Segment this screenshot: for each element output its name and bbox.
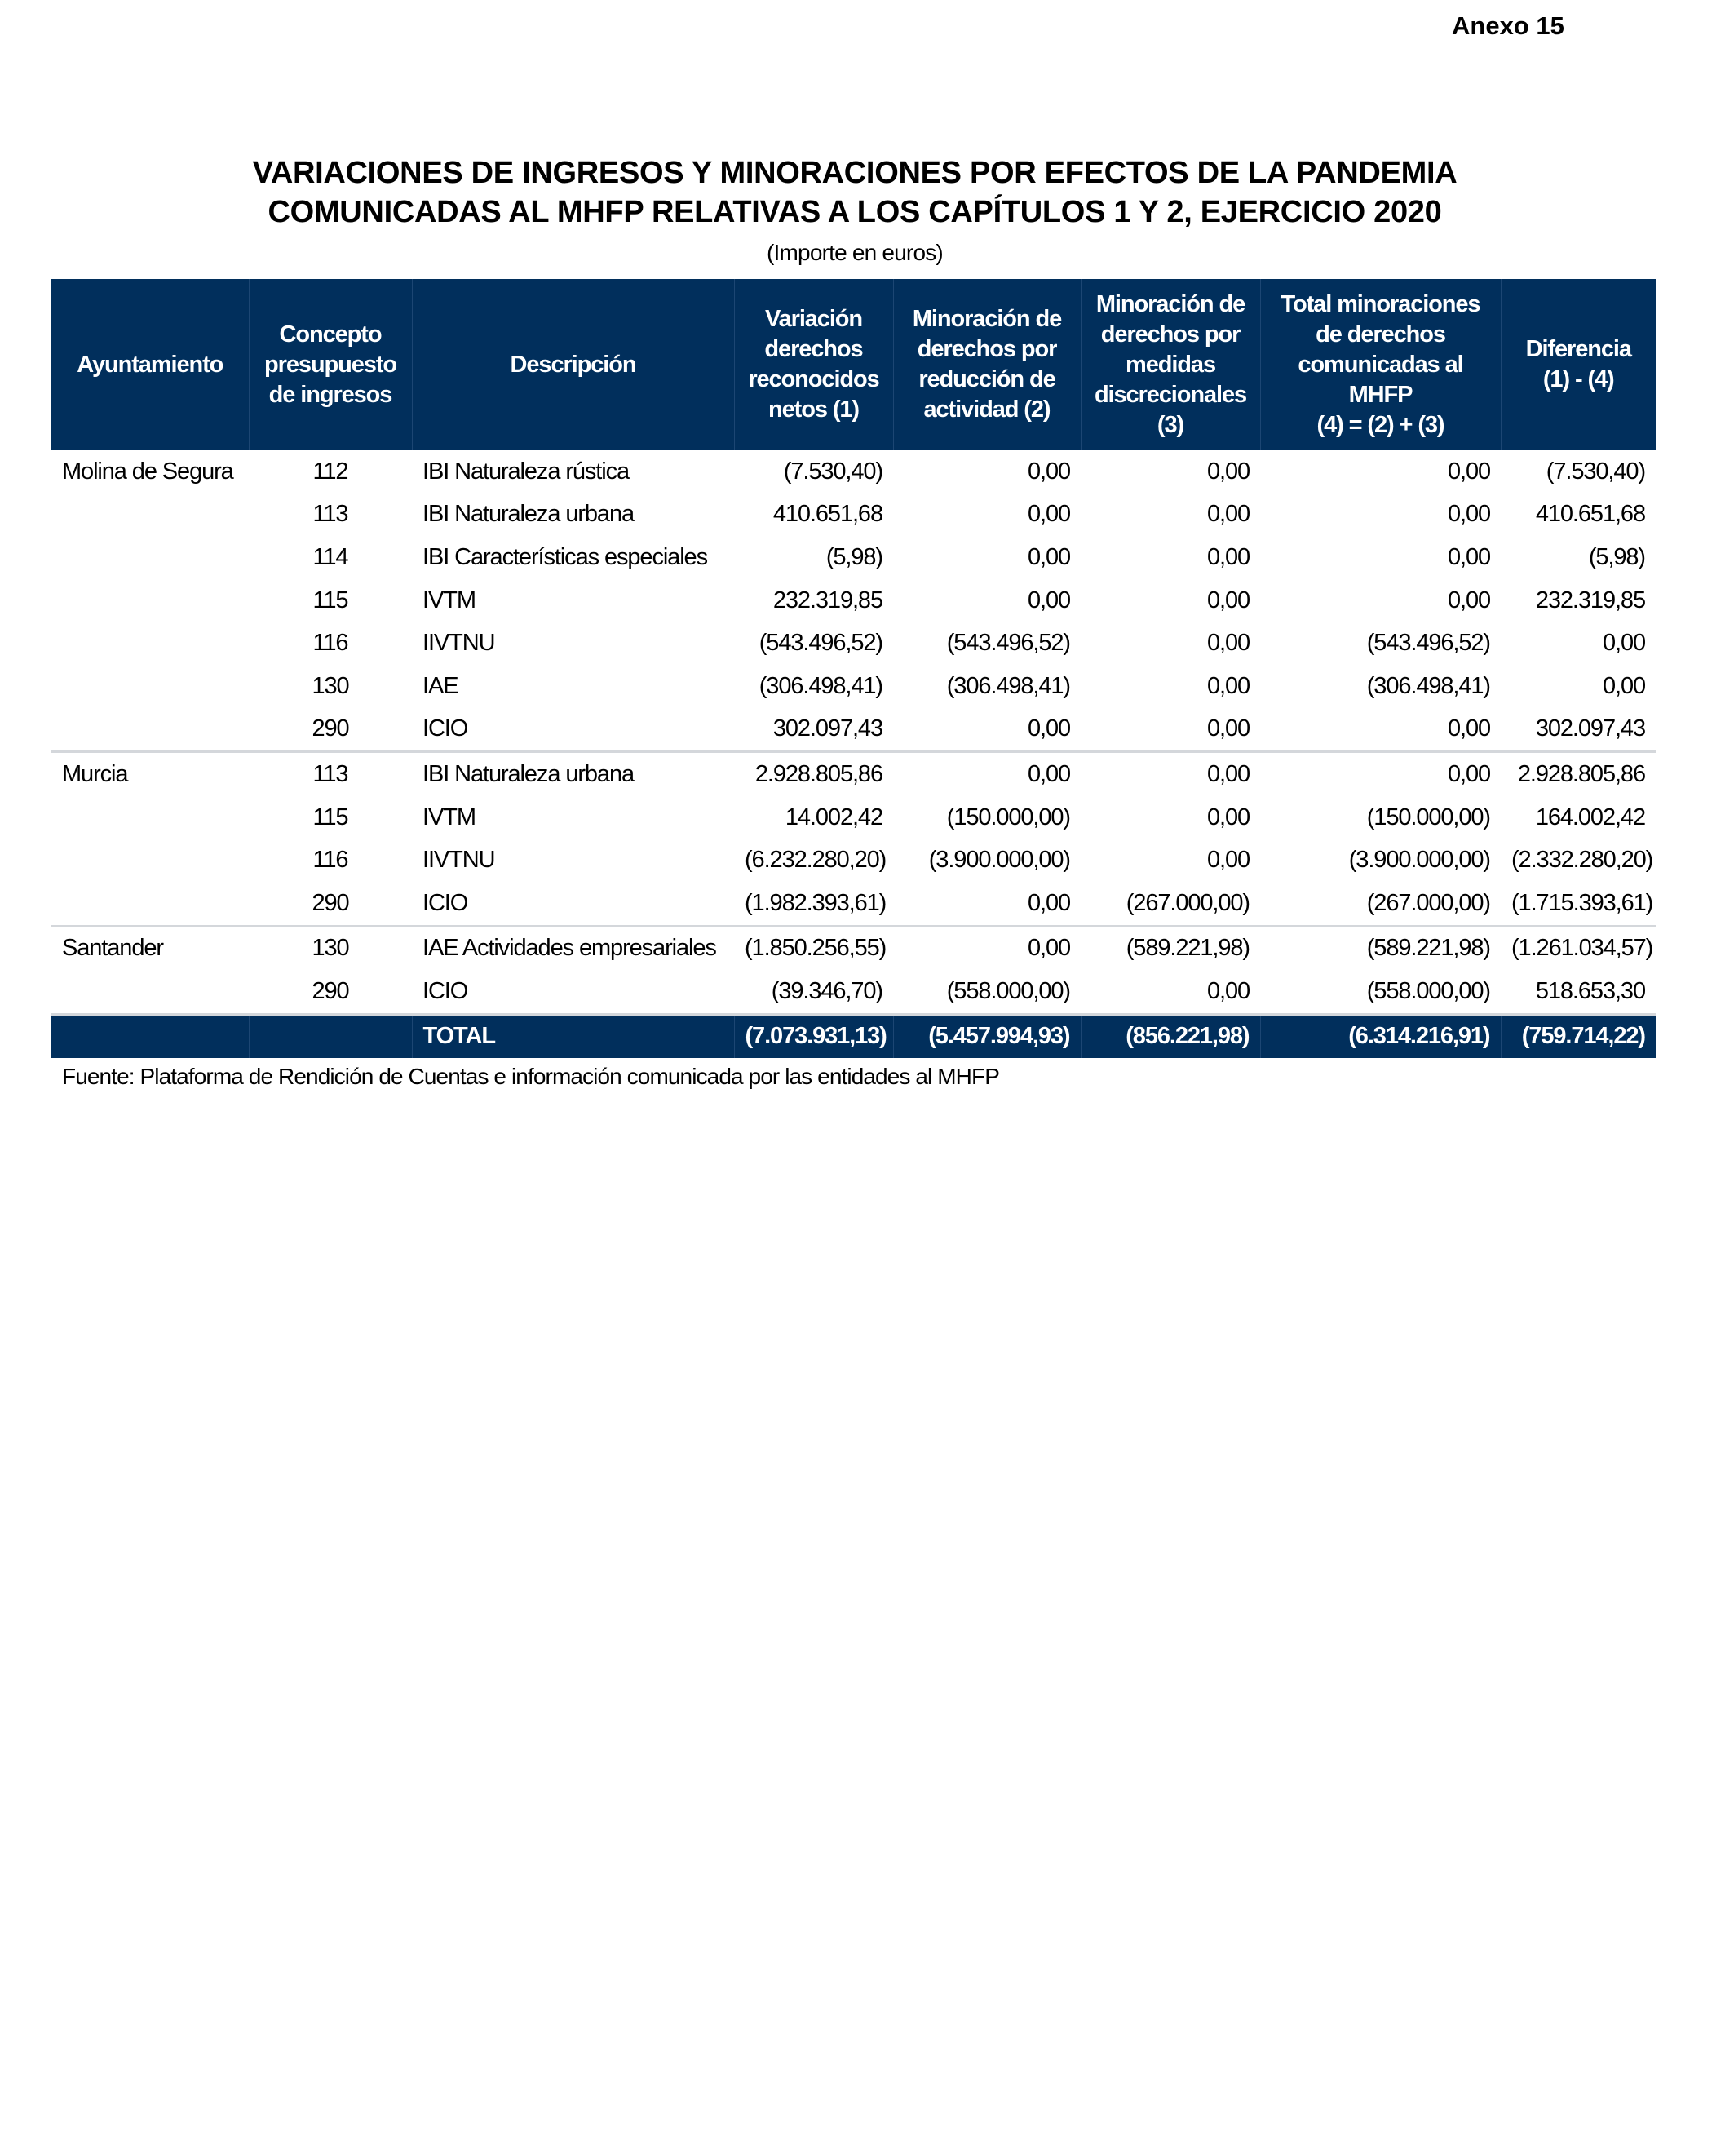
cell-v3: (589.221,98) (1126, 935, 1250, 962)
cell-descripcion: ICIO (412, 708, 734, 752)
column-header-line: derechos (764, 336, 863, 362)
cell-diff: 232.319,85 (1535, 587, 1645, 613)
column-header-line: Minoración de (1095, 290, 1245, 317)
cell-v2: 0,00 (1027, 760, 1070, 787)
cell-concepto: 114 (312, 543, 348, 570)
cell-v3: 0,00 (1206, 760, 1250, 787)
cell-v3: 0,00 (1206, 804, 1250, 830)
cell-diff: (1.715.393,61) (1501, 882, 1656, 926)
cell-v3: 0,00 (1206, 543, 1250, 570)
units-subtitle: (Importe en euros) (767, 240, 943, 265)
cell-v1: 14.002,42 (785, 804, 882, 830)
cell-v3: 0,00 (1206, 630, 1250, 657)
cell-descripcion: IBI Naturaleza urbana (422, 501, 635, 528)
cell-concepto: 115 (312, 804, 348, 830)
cell-concepto: 290 (249, 708, 412, 752)
cell-v2: 0,00 (1027, 587, 1070, 613)
cell-ayuntamiento: Santander (62, 935, 163, 962)
total-v1: (7.073.931,13) (734, 1014, 893, 1058)
column-header-minoracion-discrecionales (1081, 279, 1260, 450)
cell-concepto: 113 (312, 760, 348, 787)
table-row (51, 622, 1656, 665)
cell-v4: (3.900.000,00) (1348, 847, 1490, 874)
cell-v4: 0,00 (1447, 543, 1490, 570)
cell-ayuntamiento (51, 708, 249, 752)
cell-v4: 0,00 (1260, 708, 1501, 752)
cell-ayuntamiento (51, 796, 249, 839)
annex-label: Anexo 15 (1452, 11, 1564, 40)
column-header-line: (1) - (4) (1542, 366, 1614, 392)
cell-descripcion: IIVTNU (422, 847, 495, 874)
table-row (51, 579, 1656, 622)
cell-diff: (2.332.280,20) (1511, 847, 1653, 874)
title-line-1: VARIACIONES DE INGRESOS Y MINORACIONES POR EFECTOS DE LA PANDEMIA (252, 156, 1458, 190)
cell-v2: 0,00 (1027, 458, 1070, 485)
cell-v3: (267.000,00) (1081, 882, 1260, 926)
cell-diff: 0,00 (1602, 672, 1645, 699)
column-header-line: Diferencia (1525, 336, 1631, 362)
table-row (51, 708, 1656, 752)
total-empty-cell (249, 1014, 412, 1058)
cell-v1: (6.232.280,20) (745, 847, 887, 874)
cell-v4: (267.000,00) (1260, 882, 1501, 926)
cell-diff: (7.530,40) (1546, 458, 1645, 485)
table-row (51, 665, 1656, 708)
table-row (51, 839, 1656, 882)
column-header-line: Ayuntamiento (77, 351, 223, 378)
cell-ayuntamiento: Molina de Segura (62, 458, 233, 485)
cell-v1: (1.850.256,55) (745, 935, 887, 962)
cell-v4: 0,00 (1447, 760, 1490, 787)
cell-concepto: 130 (312, 672, 349, 699)
total-row (51, 1014, 1656, 1058)
cell-v1: (5,98) (825, 543, 882, 570)
column-header-line: medidas (1126, 351, 1215, 378)
column-header-line: derechos por (917, 336, 1057, 362)
cell-ayuntamiento (51, 536, 249, 579)
cell-ayuntamiento (51, 970, 249, 1014)
table-row (51, 796, 1656, 839)
cell-v3: 0,00 (1206, 458, 1250, 485)
column-header-line: Total minoraciones (1281, 290, 1480, 317)
cell-v2: 0,00 (893, 708, 1081, 752)
cell-v3: 0,00 (1206, 587, 1250, 613)
cell-v3: 0,00 (1206, 501, 1250, 528)
cell-diff: 0,00 (1602, 630, 1645, 657)
cell-v2: (558.000,00) (946, 977, 1070, 1004)
cell-v2: (306.498,41) (946, 672, 1070, 699)
cell-v4: 0,00 (1447, 501, 1490, 528)
cell-descripcion: IVTM (422, 804, 476, 830)
cell-v1: (7.530,40) (783, 458, 882, 485)
revenue-variations-table (51, 279, 1656, 1058)
cell-v3: 0,00 (1206, 672, 1250, 699)
cell-v4: (558.000,00) (1366, 977, 1490, 1004)
table-row (51, 536, 1656, 579)
total-empty-cell (51, 1014, 249, 1058)
column-header-line: Concepto (279, 321, 382, 348)
table-row (51, 450, 1656, 494)
column-header-line: reducción de (918, 366, 1055, 392)
column-header-line: derechos por (1100, 321, 1241, 348)
cell-diff: 518.653,30 (1535, 977, 1645, 1004)
cell-v1: (306.498,41) (759, 672, 882, 699)
cell-v4: (306.498,41) (1366, 672, 1490, 699)
column-header-concepto (249, 279, 412, 450)
cell-concepto: 130 (312, 935, 349, 962)
column-header-line: Minoración de (912, 306, 1062, 332)
column-header-line: reconocidos (748, 366, 879, 392)
column-header-line: MHFP (1348, 381, 1413, 408)
table-header-row (51, 279, 1656, 450)
cell-descripcion: ICIO (412, 882, 734, 926)
cell-diff: (1.261.034,57) (1511, 935, 1653, 962)
cell-diff: 2.928.805,86 (1517, 760, 1645, 787)
cell-ayuntamiento (51, 839, 249, 882)
page-title (0, 153, 1710, 232)
column-header-line: discrecionales (1094, 381, 1247, 408)
cell-v1: (1.982.393,61) (734, 882, 893, 926)
cell-descripcion: IBI Naturaleza urbana (422, 760, 635, 787)
title-line-2: COMUNICADAS AL MHFP RELATIVAS A LOS CAPÍTULOS 1 Y 2, EJERCICIO 2020 (268, 195, 1442, 229)
cell-ayuntamiento (51, 665, 249, 708)
column-header-line: de derechos (1316, 321, 1445, 348)
cell-v1: 302.097,43 (734, 708, 893, 752)
table-row (51, 494, 1656, 537)
cell-ayuntamiento: Murcia (62, 760, 128, 787)
cell-descripcion: IBI Naturaleza rústica (422, 458, 630, 485)
cell-v1: 2.928.805,86 (754, 760, 882, 787)
column-header-line: actividad (2) (923, 396, 1051, 423)
column-header-line: Descripción (510, 351, 636, 378)
column-header-line: Variación (764, 306, 863, 332)
cell-v4: 0,00 (1447, 587, 1490, 613)
cell-v2: 0,00 (893, 882, 1081, 926)
column-header-minoracion-actividad (893, 279, 1081, 450)
cell-v2: 0,00 (1027, 935, 1070, 962)
cell-descripcion: ICIO (422, 977, 468, 1004)
table-row (51, 970, 1656, 1014)
source-note: Fuente: Plataforma de Rendición de Cuentas e información comunicada por las entidades al MHFP (62, 1064, 999, 1089)
table-row (51, 882, 1656, 926)
total-v4: (6.314.216,91) (1260, 1014, 1501, 1058)
total-v3: (856.221,98) (1081, 1014, 1260, 1058)
cell-ayuntamiento (51, 494, 249, 537)
cell-v3: 0,00 (1081, 708, 1260, 752)
cell-descripcion: IVTM (422, 587, 476, 613)
column-header-variacion-derechos (734, 279, 893, 450)
cell-concepto: 290 (249, 882, 412, 926)
cell-v2: (150.000,00) (946, 804, 1070, 830)
cell-concepto: 115 (312, 587, 348, 613)
cell-concepto: 116 (312, 630, 348, 657)
cell-descripcion: IIVTNU (422, 630, 495, 657)
column-header-diferencia (1501, 279, 1656, 450)
cell-diff: 302.097,43 (1501, 708, 1656, 752)
cell-v4: (589.221,98) (1366, 935, 1490, 962)
cell-v2: (543.496,52) (946, 630, 1070, 657)
column-header-line: presupuesto (264, 351, 396, 378)
cell-v1: 410.651,68 (772, 501, 882, 528)
column-header-line: de ingresos (268, 381, 392, 408)
cell-ayuntamiento (51, 579, 249, 622)
cell-ayuntamiento (51, 622, 249, 665)
cell-diff: 164.002,42 (1535, 804, 1645, 830)
total-v2: (5.457.994,93) (893, 1014, 1081, 1058)
cell-v3: 0,00 (1206, 977, 1250, 1004)
cell-v4: (150.000,00) (1366, 804, 1490, 830)
cell-v1: (543.496,52) (759, 630, 882, 657)
cell-ayuntamiento (51, 882, 249, 926)
cell-descripcion: IAE Actividades empresariales (422, 935, 716, 962)
cell-descripcion: IBI Características especiales (422, 543, 707, 570)
column-header-line: (4) = (2) + (3) (1316, 411, 1444, 438)
cell-v1: (39.346,70) (771, 977, 882, 1004)
cell-descripcion: IAE (422, 672, 458, 699)
cell-v3: 0,00 (1206, 847, 1250, 874)
cell-v4: (543.496,52) (1366, 630, 1490, 657)
cell-v1: 232.319,85 (772, 587, 882, 613)
cell-concepto: 116 (312, 847, 348, 874)
total-diff: (759.714,22) (1501, 1014, 1656, 1058)
cell-diff: 410.651,68 (1535, 501, 1645, 528)
cell-concepto: 113 (312, 501, 348, 528)
cell-v4: 0,00 (1447, 458, 1490, 485)
table-row (51, 926, 1656, 970)
cell-v2: 0,00 (1027, 501, 1070, 528)
total-label: TOTAL (412, 1014, 734, 1058)
column-header-descripcion (412, 279, 734, 450)
column-header-ayuntamiento (51, 279, 249, 450)
cell-concepto: 290 (312, 977, 349, 1004)
column-header-line: comunicadas al (1298, 351, 1463, 378)
cell-v2: (3.900.000,00) (928, 847, 1070, 874)
cell-concepto: 112 (312, 458, 348, 485)
cell-diff: (5,98) (1588, 543, 1645, 570)
cell-v2: 0,00 (1027, 543, 1070, 570)
column-header-line: (3) (1157, 411, 1184, 438)
column-header-line: netos (1) (768, 396, 859, 423)
column-header-total-minoraciones (1260, 279, 1501, 450)
table-row (51, 752, 1656, 796)
